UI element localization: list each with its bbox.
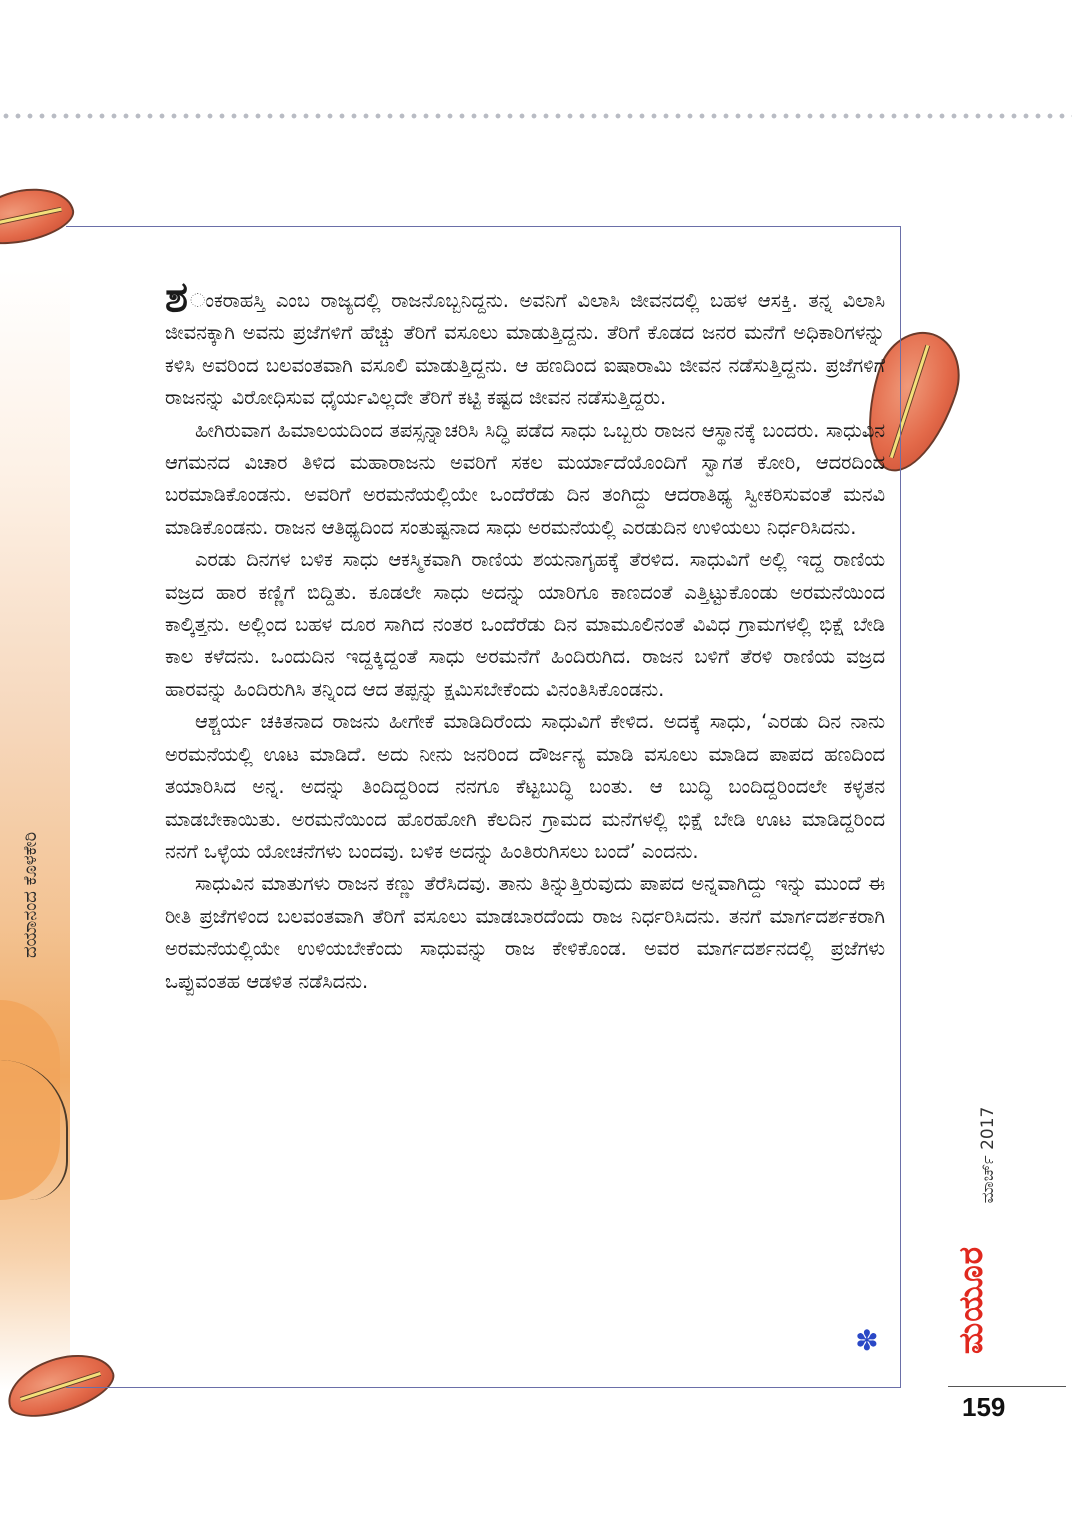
magazine-logo: ಮಯೂರ <box>951 1245 990 1355</box>
story-paragraph-2: ಹೀಗಿರುವಾಗ ಹಿಮಾಲಯದಿಂದ ತಪಸ್ಸನ್ನಾಚರಿಸಿ ಸಿದ್ಧಿ ಪಡೆದ ಸಾಧು ಒಬ್ಬರು ರಾಜನ ಆಸ್ಥಾನಕ್ಕೆ ಬಂದರು. ಸಾಧುವಿನ ಆಗಮನದ ವಿಚಾರ ತಿಳಿದ ಮಹಾರಾಜನು ಅವರಿಗೆ ಸಕಲ ಮರ್ಯಾದೆಯೊಂದಿಗೆ ಸ್ವಾಗತ ಕೋರಿ, ಆದರದಿಂದ ಬರಮಾಡಿಕೊಂಡನು. ಅವರಿಗೆ ಅರಮನೆಯಲ್ಲಿಯೇ ಒಂದೆರೆಡು ದಿನ ತಂಗಿದ್ದು ಆದರಾತಿಥ್ಯ ಸ್ವೀಕರಿಸುವಂತೆ ಮನವಿ ಮಾಡಿಕೊಂಡನು. ರಾಜನ ಆತಿಥ್ಯದಿಂದ ಸಂತುಷ್ಟನಾದ ಸಾಧು ಅರಮನೆಯಲ್ಲಿ ಎರಡುದಿನ ಉಳಿಯಲು ನಿರ್ಧರಿಸಿದನು. <box>165 418 885 539</box>
story-paragraph-4: ಆಶ್ಚರ್ಯ ಚಕಿತನಾದ ರಾಜನು ಹೀಗೇಕೆ ಮಾಡಿದಿರೆಂದು ಸಾಧುವಿಗೆ ಕೇಳಿದ. ಅದಕ್ಕೆ ಸಾಧು, ‘ಎರಡು ದಿನ ನಾನು ಅರಮನೆಯಲ್ಲಿ ಊಟ ಮಾಡಿದೆ. ಅದು ನೀನು ಜನರಿಂದ ದೌರ್ಜನ್ಯ ಮಾಡಿ ವಸೂಲು ಮಾಡಿದ ಪಾಪದ ಹಣದಿಂದ ತಯಾರಿಸಿದ ಅನ್ನ. ಅದನ್ನು ತಿಂದಿದ್ದರಿಂದ ನನಗೂ ಕೆಟ್ಟಬುದ್ಧಿ ಬಂತು. ಆ ಬುದ್ಧಿ ಬಂದಿದ್ದರಿಂದಲೇ ಕಳ್ಳತನ ಮಾಡಬೇಕಾಯಿತು. ಅರಮನೆಯಿಂದ ಹೊರಹೋಗಿ ಕೆಲದಿನ ಗ್ರಾಮದ ಮನೆಗಳಲ್ಲಿ ಭಿಕ್ಷೆ ಬೇಡಿ ಊಟ ಮಾಡಿದ್ದರಿಂದ ನನಗೆ ಒಳ್ಳೆಯ ಯೋಚನೆಗಳು ಬಂದವು. ಬಳಿಕ ಅದನ್ನು ಹಿಂತಿರುಗಿಸಲು ಬಂದೆ’ ಎಂದನು. <box>165 710 885 863</box>
story-paragraph-5: ಸಾಧುವಿನ ಮಾತುಗಳು ರಾಜನ ಕಣ್ಣು ತೆರೆಸಿದವು. ತಾನು ತಿನ್ನುತ್ತಿರುವುದು ಪಾಪದ ಅನ್ನವಾಗಿದ್ದು ಇನ್ನು ಮುಂದೆ ಈ ರೀತಿ ಪ್ರಜೆಗಳಿಂದ ಬಲವಂತವಾಗಿ ತೆರಿಗೆ ವಸೂಲು ಮಾಡಬಾರದೆಂದು ರಾಜ ನಿರ್ಧರಿಸಿದನು. ತನಗೆ ಮಾರ್ಗದರ್ಶಕರಾಗಿ ಅರಮನೆಯಲ್ಲಿಯೇ ಉಳಿಯಬೇಕೆಂದು ಸಾಧುವನ್ನು ರಾಜ ಕೇಳಿಕೊಂಡ. ಅವರ ಮಾರ್ಗದರ್ಶನದಲ್ಲಿ ಪ್ರಜೆಗಳು ಒಪ್ಪುವಂತಹ ಆಡಳಿತ ನಡೆಸಿದನು. <box>165 872 885 993</box>
top-dotted-divider <box>0 112 1072 120</box>
story-text <box>165 272 885 998</box>
illustration-left-strip <box>0 270 70 1390</box>
page-number-rule <box>948 1386 1066 1387</box>
issue-date: ಮಾರ್ಚ್ 2017 <box>978 1106 998 1204</box>
end-flower-icon: ✽ <box>855 1324 879 1357</box>
story-paragraph-3: ಎರಡು ದಿನಗಳ ಬಳಿಕ ಸಾಧು ಆಕಸ್ಮಿಕವಾಗಿ ರಾಣಿಯ ಶಯನಾಗೃಹಕ್ಕೆ ತೆರಳಿದ. ಸಾಧುವಿಗೆ ಅಲ್ಲಿ ಇದ್ದ ರಾಣಿಯ ವಜ್ರದ ಹಾರ ಕಣ್ಣಿಗೆ ಬಿದ್ದಿತು. ಕೂಡಲೇ ಸಾಧು ಅದನ್ನು ಯಾರಿಗೂ ಕಾಣದಂತೆ ಎತ್ತಿಟ್ಟುಕೊಂಡು ಅರಮನೆಯಿಂದ ಕಾಲ್ಕಿತ್ತನು. ಅಲ್ಲಿಂದ ಬಹಳ ದೂರ ಸಾಗಿದ ನಂತರ ಒಂದೆರೆಡು ದಿನ ಮಾಮೂಲಿನಂತೆ ವಿವಿಧ ಗ್ರಾಮಗಳಲ್ಲಿ ಭಿಕ್ಷೆ ಬೇಡಿ ಕಾಲ ಕಳೆದನು. ಒಂದುದಿನ ಇದ್ದಕ್ಕಿದ್ದಂತೆ ಸಾಧು ಅರಮನೆಗೆ ಹಿಂದಿರುಗಿದ. ರಾಜನ ಬಳಿಗೆ ತೆರಳಿ ರಾಣಿಯ ವಜ್ರದ ಹಾರವನ್ನು ಹಿಂದಿರುಗಿಸಿ ತನ್ನಿಂದ ಆದ ತಪ್ಪನ್ನು ಕ್ಷಮಿಸಬೇಕೆಂದು ವಿನಂತಿಸಿಕೊಂಡನು. <box>165 548 885 701</box>
page-number: 159 <box>962 1392 1006 1422</box>
drop-cap: ಶ <box>165 272 189 321</box>
story-paragraph-1-text: ಂಕರಾಹಸ್ತಿ ಎಂಬ ರಾಜ್ಯದಲ್ಲಿ ರಾಜನೊಬ್ಬನಿದ್ದನು. ಅವನಿಗೆ ವಿಲಾಸಿ ಜೀವನದಲ್ಲಿ ಬಹಳ ಆಸಕ್ತಿ. ತನ್ನ ವಿಲಾಸಿ ಜೀವನಕ್ಕಾಗಿ ಅವನು ಪ್ರಜೆಗಳಿಗೆ ಹೆಚ್ಚು ತೆರಿಗೆ ವಸೂಲು ಮಾಡುತ್ತಿದ್ದನು. ತೆರಿಗೆ ಕೊಡದ ಜನರ ಮನೆಗೆ ಅಧಿಕಾರಿಗಳನ್ನು ಕಳಿಸಿ ಅವರಿಂದ ಬಲವಂತವಾಗಿ ವಸೂಲಿ ಮಾಡುತ್ತಿದ್ದನು. ಆ ಹಣದಿಂದ ಐಷಾರಾಮಿ ಜೀವನ ನಡೆಸುತ್ತಿದ್ದನು. ಪ್ರಜೆಗಳಿಗೆ ರಾಜನನ್ನು ವಿರೋಧಿಸುವ ಧೈರ್ಯವಿಲ್ಲದೇ ತೆರಿಗೆ ಕಟ್ಟಿ ಕಷ್ಟದ ಜೀವನ ನಡೆಸುತ್ತಿದ್ದರು. <box>165 289 885 410</box>
story-paragraph-1 <box>165 272 885 415</box>
artist-signature: ದಯಾನಂದ ಕೊಳಕೇರಿ <box>20 831 41 958</box>
